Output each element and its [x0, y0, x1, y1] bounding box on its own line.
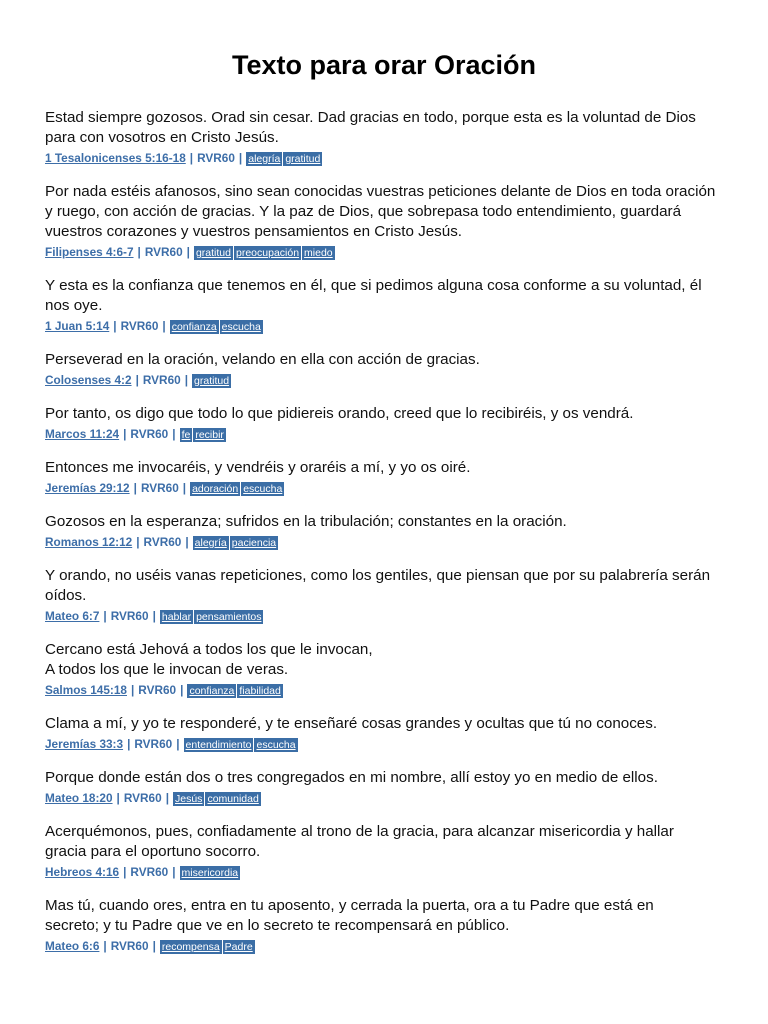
verse-text: Porque donde están dos o tres congregados en mi nombre, allí estoy yo en medio de ellos. [45, 769, 658, 786]
separator: | [103, 939, 107, 953]
separator: | [165, 791, 169, 805]
verse-reference-link[interactable]: Salmos 145:18 [45, 683, 127, 697]
separator: | [152, 609, 156, 623]
verse-block [45, 714, 735, 753]
topic-tag[interactable]: entendimiento [185, 738, 252, 751]
page-title: Texto para orar Oración [231, 50, 537, 80]
topic-tag[interactable]: recompensa [161, 940, 220, 953]
bible-version: RVR60 [144, 245, 183, 259]
separator: | [113, 319, 117, 333]
verse-block [45, 768, 735, 807]
verse-text: Mas tú, cuando ores, entra en tu aposento, y cerrada la puerta, ora a tu Padre que está en secreto; y tu Padre que ve en lo secreto te recompensará en público. [45, 897, 654, 934]
topic-tag[interactable]: Padre [224, 940, 253, 953]
separator: | [172, 427, 176, 441]
verse-text: Y orando, no uséis vanas repeticiones, como los gentiles, que piensan que por su palabrería serán oídos. [45, 567, 711, 604]
verse-block [45, 404, 735, 443]
verse-block [45, 108, 735, 167]
reference-line [45, 681, 735, 699]
separator: | [137, 245, 141, 259]
verse-text: Por tanto, os digo que todo lo que pidiereis orando, creed que lo recibiréis, y os vendrá. [45, 405, 634, 422]
separator: | [123, 865, 127, 879]
reference-line [45, 425, 735, 443]
verse-text: Clama a mí, y yo te responderé, y te enseñaré cosas grandes y ocultas que tú no conoces. [45, 715, 658, 732]
tag-list [193, 535, 279, 549]
tag-list [180, 865, 242, 879]
topic-tag[interactable]: escucha [256, 738, 296, 751]
topic-tag[interactable]: alegría [248, 152, 281, 165]
topic-tag[interactable]: pensamientos [196, 610, 262, 623]
verse-block [45, 566, 735, 625]
tag-list [194, 245, 336, 259]
tag-list [190, 481, 285, 495]
topic-tag[interactable]: confianza [189, 684, 235, 697]
separator: | [186, 245, 190, 259]
verse-text: Gozosos en la esperanza; sufridos en la tribulación; constantes en la oración. [45, 513, 567, 530]
verse-block [45, 182, 735, 261]
bible-version: RVR60 [138, 683, 177, 697]
verse-block [45, 640, 735, 699]
reference-line [45, 243, 735, 261]
verse-reference-link[interactable]: 1 Tesalonicenses 5:16-18 [45, 151, 186, 165]
verse-text: Estad siempre gozosos. Orad sin cesar. Dad gracias en todo, porque esta es la voluntad de Dios para con vosotros en Cristo Jesús. [45, 109, 696, 146]
separator: | [182, 481, 187, 495]
verse-text: Entonces me invocaréis, y vendréis y oraréis a mí, y yo os oiré. [45, 459, 471, 476]
separator: | [176, 737, 180, 751]
bible-version: RVR60 [140, 481, 179, 495]
topic-tag[interactable]: paciencia [231, 536, 277, 549]
topic-tag[interactable]: hablar [161, 610, 192, 623]
topic-tag[interactable]: fe [181, 428, 191, 441]
reference-line [45, 317, 735, 335]
verse-block [45, 822, 735, 881]
verse-reference-link[interactable]: Romanos 12:12 [45, 535, 133, 549]
topic-tag[interactable]: misericordia [181, 866, 239, 879]
separator: | [184, 373, 189, 387]
tag-list [192, 373, 232, 387]
bible-version: RVR60 [130, 427, 169, 441]
topic-tag[interactable]: recibir [195, 428, 224, 441]
topic-tag[interactable]: preocupación [236, 246, 300, 259]
verse-block [45, 458, 735, 497]
separator: | [116, 791, 120, 805]
verse-reference-link[interactable]: Mateo 18:20 [45, 791, 113, 805]
verse-block [45, 276, 735, 335]
verse-block [45, 512, 735, 551]
bible-version: RVR60 [134, 737, 173, 751]
verse-block [45, 896, 735, 955]
verse-text: Por nada estéis afanosos, sino sean conocidas vuestras peticiones delante de Dios en toda oración y ruego, con acción de gracias. Y la paz de Dios, que sobrepasa todo entendimiento, guardará vuestros corazones y vuestros pensamientos en Cristo Jesús. [45, 183, 716, 240]
separator: | [103, 609, 107, 623]
tag-list [187, 683, 283, 697]
reference-line [45, 863, 735, 881]
separator: | [136, 535, 140, 549]
topic-tag[interactable]: confianza [171, 320, 217, 333]
topic-tag[interactable]: gratitud [285, 152, 321, 165]
reference-line [45, 479, 735, 497]
bible-version: RVR60 [120, 319, 159, 333]
separator: | [135, 373, 139, 387]
bible-version: RVR60 [110, 609, 149, 623]
separator: | [189, 151, 194, 165]
bible-version: RVR60 [197, 151, 235, 165]
verse-reference-link[interactable]: Jeremías 29:12 [45, 481, 130, 495]
separator: | [238, 151, 243, 165]
tag-list [160, 939, 256, 953]
separator: | [123, 427, 127, 441]
separator: | [185, 535, 189, 549]
separator: | [162, 319, 166, 333]
tag-list [246, 151, 323, 165]
topic-tag[interactable]: escucha [243, 482, 283, 495]
tag-list [184, 737, 299, 751]
tag-list [173, 791, 262, 805]
verse-reference-link[interactable]: 1 Juan 5:14 [45, 319, 110, 333]
reference-line [45, 789, 735, 807]
verse-reference-link[interactable]: Hebreos 4:16 [45, 865, 120, 879]
topic-tag[interactable]: comunidad [207, 792, 259, 805]
reference-line [45, 533, 735, 551]
verse-reference-link[interactable]: Marcos 11:24 [45, 427, 120, 441]
separator: | [133, 481, 137, 495]
topic-tag[interactable]: alegría [194, 536, 227, 549]
tag-list [180, 427, 227, 441]
verse-reference-link[interactable]: Mateo 6:7 [45, 609, 100, 623]
separator: | [127, 737, 131, 751]
topic-tag[interactable]: miedo [304, 246, 333, 259]
bible-version: RVR60 [123, 791, 162, 805]
bible-version: RVR60 [110, 939, 149, 953]
reference-line [45, 149, 735, 167]
verse-reference-link[interactable]: Colosenses 4:2 [45, 373, 132, 387]
verse-reference-link[interactable]: Mateo 6:6 [45, 939, 100, 953]
topic-tag[interactable]: gratitud [194, 374, 230, 387]
bible-version: RVR60 [143, 535, 182, 549]
verse-text: Cercano está Jehová a todos los que le invocan, A todos los que le invocan de veras. [45, 641, 373, 678]
tag-list [170, 319, 264, 333]
verse-text: Acerquémonos, pues, confiadamente al trono de la gracia, para alcanzar misericordia y hallar gracia para el oportuno socorro. [45, 823, 674, 860]
verse-text: Perseverad en la oración, velando en ella con acción de gracias. [45, 351, 480, 368]
separator: | [152, 939, 156, 953]
separator: | [172, 865, 176, 879]
separator: | [130, 683, 135, 697]
reference-line [45, 371, 735, 389]
reference-line [45, 735, 735, 753]
reference-line [45, 607, 735, 625]
tag-list [160, 609, 265, 623]
verse-text: Y esta es la confianza que tenemos en él, que si pedimos alguna cosa conforme a su voluntad, él nos oye. [45, 277, 702, 314]
bible-version: RVR60 [142, 373, 181, 387]
verse-reference-link[interactable]: Filipenses 4:6-7 [45, 245, 134, 259]
reference-line [45, 937, 735, 955]
topic-tag[interactable]: adoración [192, 482, 239, 495]
verse-block [45, 350, 735, 389]
verse-reference-link[interactable]: Jeremías 33:3 [45, 737, 124, 751]
topic-tag[interactable]: escucha [221, 320, 261, 333]
bible-version: RVR60 [130, 865, 169, 879]
topic-tag[interactable]: Jesús [175, 792, 203, 805]
topic-tag[interactable]: gratitud [195, 246, 231, 259]
separator: | [180, 683, 184, 697]
topic-tag[interactable]: fiabilidad [239, 684, 281, 697]
verse-list [45, 108, 735, 970]
